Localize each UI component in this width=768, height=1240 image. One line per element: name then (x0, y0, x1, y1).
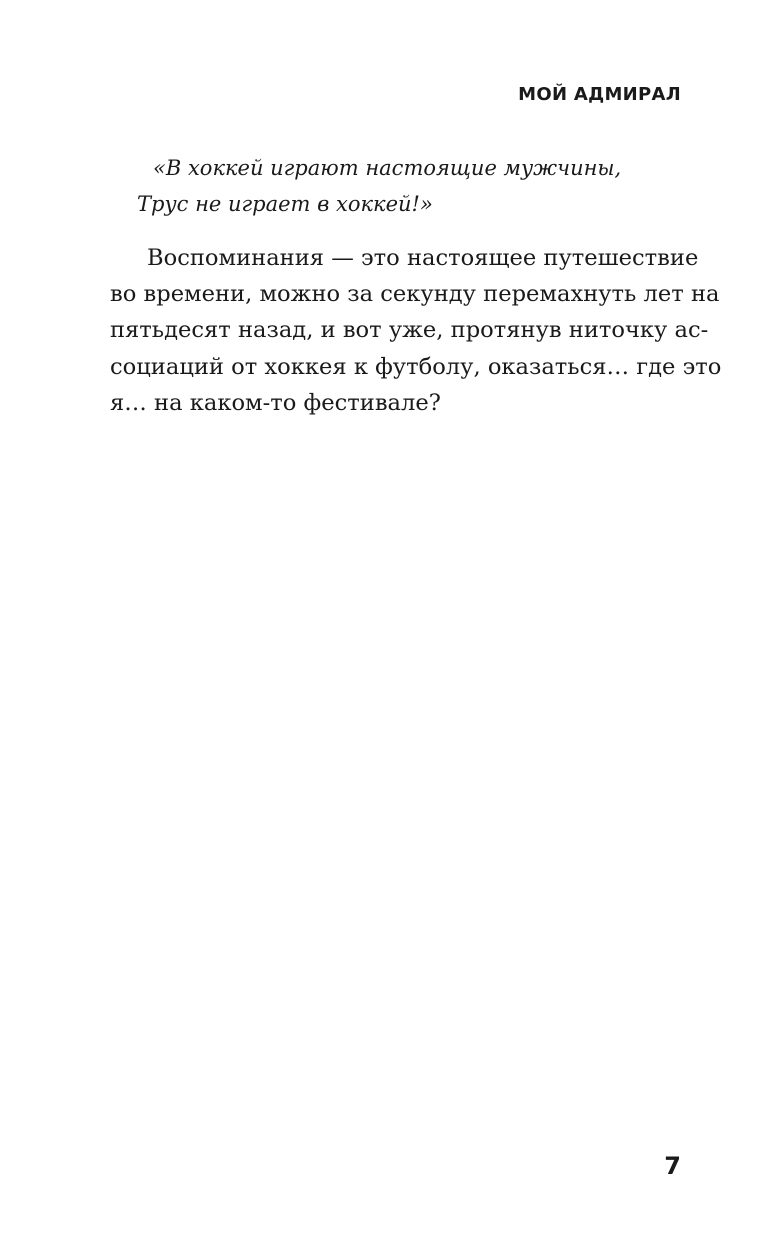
epigraph-line: Трус не играет в хоккей!» (137, 192, 433, 216)
paragraph-line: во времени, можно за секунду перемахнуть лет на (110, 281, 720, 308)
running-header: МОЙ АДМИРАЛ (518, 84, 681, 105)
paragraph-line: пятьдесят назад, и вот уже, протянув ниточку ас- (110, 317, 709, 344)
paragraph-line: социаций от хоккея к футболу, оказаться… где это (110, 353, 722, 380)
body-paragraph (110, 240, 722, 421)
epigraph-line: «В хоккей играют настоящие мужчины, (153, 156, 622, 180)
paragraph-line: Воспоминания — это настоящее путешествие (147, 245, 699, 271)
page-number: 7 (664, 1152, 681, 1180)
epigraph (110, 150, 670, 222)
paragraph-line: я… на каком-то фестивале? (110, 389, 441, 416)
